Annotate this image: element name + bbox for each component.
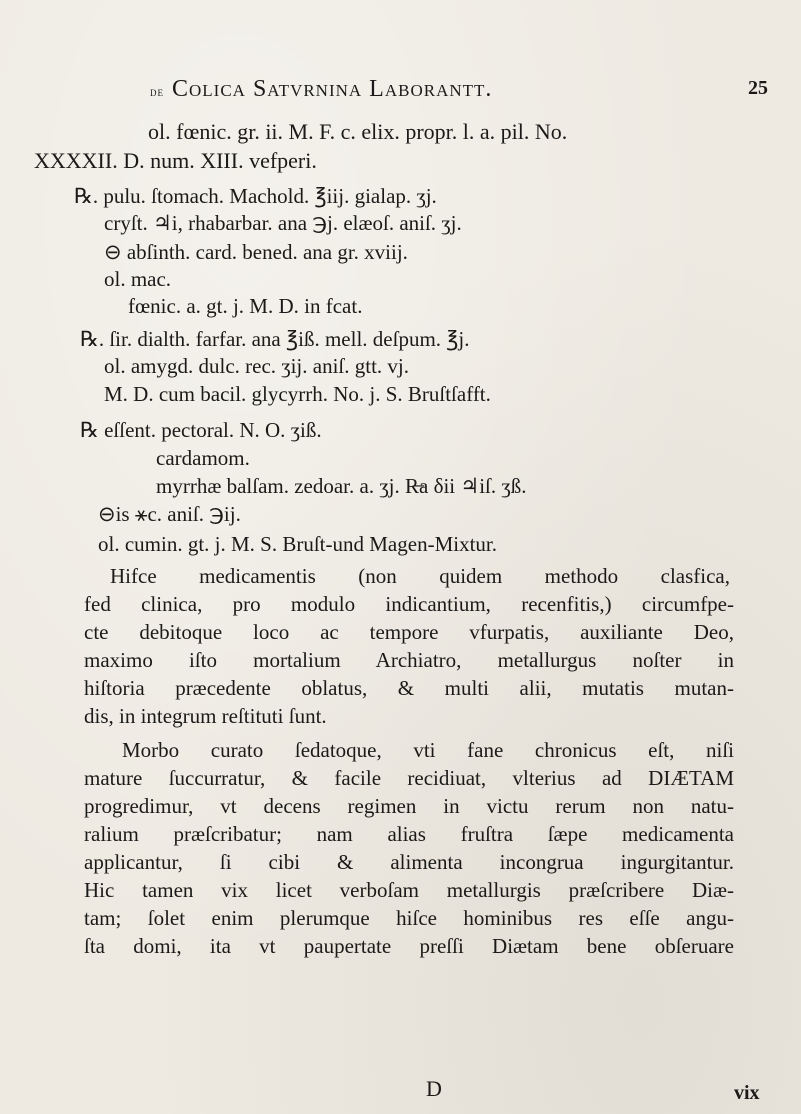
header-title: Colica Satvrnina Laborantt. [172, 76, 493, 102]
page-number: 25 [748, 77, 768, 99]
recipe-line: ⊖ abſinth. card. bened. ana gr. xviij. [104, 240, 408, 264]
body-line: tam; ſolet enim plerumque hiſce hominibus res eſſe angu- [84, 906, 734, 930]
recipe-line: cryſt. ♃i, rhabarbar. ana ℈j. elæoſ. aniſ. ʒj. [104, 211, 462, 235]
body-line: cte debitoque loco ac tempore vfurpatis, auxiliante Deo, [84, 620, 734, 644]
recipe-line: myrrhæ balſam. zedoar. a. ʒj. R̶a δii ♃iſ. ʒß. [156, 474, 527, 498]
signature-mark: vix [734, 1082, 760, 1104]
recipe-line: ol. cumin. gt. j. M. S. Bruſt-und Magen-Mixtur. [98, 532, 497, 556]
body-line: Morbo curato ſedatoque, vti fane chronicus eſt, niſi [122, 738, 734, 762]
catchword: D [426, 1076, 442, 1101]
body-line: ralium præſcribatur; nam alias fruſtra ſæpe medicamenta [84, 822, 734, 846]
recipe-line: M. D. cum bacil. glycyrrh. No. j. S. Bruſtſafft. [104, 382, 491, 406]
running-header [150, 76, 640, 103]
body-line: applicantur, ſi cibi & alimenta incongrua ingurgitantur. [84, 850, 734, 874]
body-line: Hifce medicamentis (non quidem methodo clasfica, [110, 564, 730, 588]
body-line: ſta domi, ita vt paupertate preſſi Diætam bene obſeruare [84, 934, 734, 958]
header-prefix: de [150, 84, 164, 99]
recipe-line: ol. mac. [104, 267, 172, 291]
body-line: mature ſuccurratur, & facile recidiuat, vlterius ad DIÆTAM [84, 766, 734, 790]
recipe-line: ol. fœnic. gr. ii. M. F. c. elix. propr. l. a. pil. No. [148, 119, 568, 144]
recipe-line: cardamom. [156, 446, 250, 470]
recipe-line: XXXXII. D. num. XIII. vefperi. [34, 148, 317, 173]
recipe-line: ℞. ſir. dialth. farfar. ana ℥iß. mell. deſpum. ℥j. [80, 327, 470, 351]
body-line: fed clinica, pro modulo indicantium, recenfitis,) circumfpe- [84, 592, 734, 616]
recipe-line: ℞ eſſent. pectoral. N. O. ʒiß. [80, 418, 322, 442]
body-line: maximo iſto mortalium Archiatro, metallurgus noſter in [84, 648, 734, 672]
body-line: Hic tamen vix licet verboſam metallurgis præſcribere Diæ- [84, 878, 734, 902]
recipe-line: fœnic. a. gt. j. M. D. in fcat. [128, 294, 363, 318]
recipe-line: ℞. pulu. ſtomach. Machold. ℥iij. gialap. ʒj. [74, 184, 437, 208]
body-line: hiſtoria præcedente oblatus, & multi alii, mutatis mutan- [84, 676, 734, 700]
body-line: progredimur, vt decens regimen in victu rerum non natu- [84, 794, 734, 818]
recipe-line: ol. amygd. dulc. rec. ʒij. aniſ. gtt. vj. [104, 354, 410, 378]
body-line: dis, in integrum reſtituti ſunt. [84, 704, 327, 728]
recipe-line: ⊖is ⚹c. aniſ. ℈ij. [98, 502, 241, 526]
